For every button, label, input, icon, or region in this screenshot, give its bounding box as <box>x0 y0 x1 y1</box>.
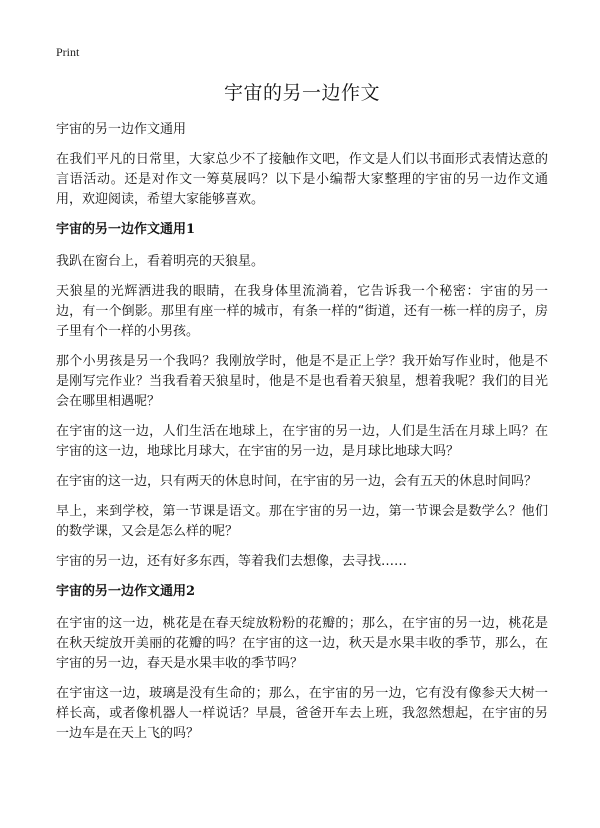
subtitle: 宇宙的另一边作文通用 <box>56 122 187 137</box>
print-link[interactable]: Print <box>56 45 80 59</box>
section-2-heading: 宇宙的另一边作文通用2 <box>56 584 196 599</box>
section-1-heading: 宇宙的另一边作文通用1 <box>56 222 196 237</box>
page-title: 宇宙的另一边作文 <box>223 82 380 104</box>
section-2-paragraph: 在宇宙的这一边，桃花是在春天绽放粉粉的花瓣的；那么，在宇宙的另一边，桃花是在秋天绽放开美丽的花瓣的吗？在宇宙的这一边，秋天是水果丰收的季节，那么，在宇宙的另一边，春天是水果丰收的季节吗？ <box>56 616 548 671</box>
section-1-paragraph: 在宇宙的这一边，只有两天的休息时间，在宇宙的另一边，会有五天的休息时间吗？ <box>56 474 538 489</box>
section-1-paragraph: 天狼星的光辉洒进我的眼睛，在我身体里流淌着，它告诉我一个秘密：宇宙的另一边，有一个倒影。那里有座一样的城市，有条一样的“街道，还有一栋一样的房子，房子里有个一样的小男孩。 <box>56 284 548 339</box>
intro-paragraph: 在我们平凡的日常里，大家总少不了接触作文吧，作文是人们以书面形式表情达意的言语活动。还是对作文一筹莫展吗？以下是小编帮大家整理的宇宙的另一边作文通用，欢迎阅读，希望大家能够喜欢。 <box>56 152 548 207</box>
document-body <box>56 120 548 754</box>
section-1-paragraph: 早上，来到学校，第一节课是语文。那在宇宙的另一边，第一节课会是数学么？他们的数学课，又会是怎么样的呢？ <box>56 504 548 539</box>
section-2-paragraph: 在宇宙这一边，玻璃是没有生命的；那么，在宇宙的另一边，它有没有像参天大树一样长高，或者像机器人一样说话？早晨，爸爸开车去上班，我忽然想起，在宇宙的另一边车是在天上飞的吗？ <box>56 686 548 741</box>
section-1-paragraph: 在宇宙的这一边，人们生活在地球上，在宇宙的另一边，人们是生活在月球上吗？在宇宙的这一边，地球比月球大，在宇宙的另一边，是月球比地球大吗？ <box>56 424 548 459</box>
section-1-paragraph: 那个小男孩是另一个我吗？我刚放学时，他是不是正上学？我开始写作业时，他是不是刚写完作业？当我看着天狼星时，他是不是也看着天狼星，想着我呢？我们的目光会在哪里相遇呢？ <box>56 354 548 409</box>
section-1-paragraph: 我趴在窗台上，看着明亮的天狼星。 <box>56 254 265 269</box>
section-1-paragraph: 宇宙的另一边，还有好多东西，等着我们去想像，去寻找…… <box>56 554 408 569</box>
